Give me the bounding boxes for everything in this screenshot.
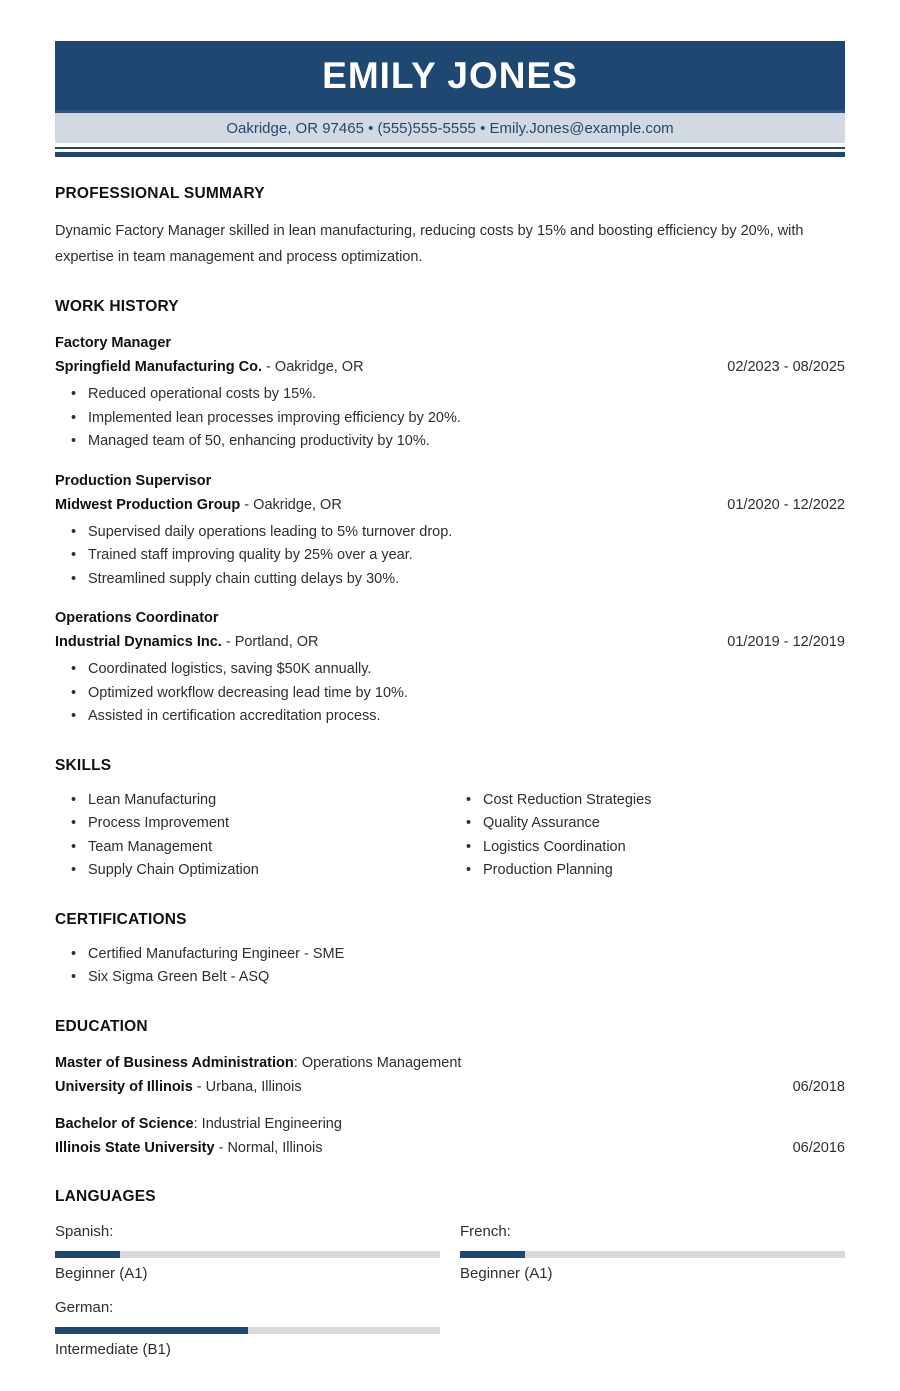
- education-school: Illinois State University - Normal, Illinois: [55, 1139, 323, 1156]
- job-company: Midwest Production Group - Oakridge, OR: [55, 496, 342, 513]
- language-level: Intermediate (B1): [55, 1340, 171, 1358]
- skill-item: • Team Management: [55, 836, 450, 860]
- skills-column-right: [450, 789, 845, 883]
- job-bullet: • Streamlined supply chain cutting delays by 30%.: [55, 568, 845, 592]
- certification-item: • Six Sigma Green Belt - ASQ: [55, 966, 845, 990]
- skill-item: • Lean Manufacturing: [55, 789, 450, 813]
- education-location: - Normal, Illinois: [214, 1139, 323, 1156]
- job-bullet: • Reduced operational costs by 15%.: [55, 383, 845, 407]
- job-location: - Oakridge, OR: [240, 496, 342, 513]
- language-entry: [55, 1222, 440, 1284]
- skills-columns: [55, 789, 845, 883]
- education-school-line: [55, 1075, 845, 1099]
- contact-bar: [55, 113, 845, 143]
- job-company-line: [55, 493, 845, 517]
- education-date: 06/2018: [792, 1078, 845, 1095]
- job-dates: 01/2020 - 12/2022: [727, 496, 845, 513]
- skill-item: • Cost Reduction Strategies: [450, 789, 845, 813]
- name-banner: [55, 41, 845, 113]
- skills-list: [450, 789, 845, 883]
- header-rule-thin: [55, 147, 845, 149]
- job-company: Springfield Manufacturing Co. - Oakridge, OR: [55, 359, 364, 375]
- summary-text: Dynamic Factory Manager skilled in lean manufacturing, reducing costs by 15% and boosting efficiency by 20%, with expertise in team management and process optimization.: [55, 223, 804, 265]
- job-bullet: • Managed team of 50, enhancing productivity by 10%.: [55, 430, 845, 454]
- education-location: - Urbana, Illinois: [192, 1078, 302, 1095]
- language-level: Beginner (A1): [460, 1264, 553, 1282]
- languages-grid: [55, 1222, 845, 1360]
- certifications-list: [55, 943, 845, 990]
- skills-list: [55, 789, 450, 883]
- person-name: EMILY JONES: [322, 54, 578, 96]
- education-school-line: [55, 1136, 845, 1160]
- education-degree-line: Bachelor of Science: Industrial Engineering: [55, 1115, 342, 1132]
- education-school: University of Illinois - Urbana, Illinois: [55, 1078, 302, 1095]
- language-progress-track: [55, 1327, 440, 1334]
- skills-column-left: [55, 789, 450, 883]
- job-dates: 01/2019 - 12/2019: [727, 634, 845, 650]
- job-bullet-list: [55, 658, 845, 729]
- job-entry: [55, 606, 845, 729]
- job-bullet-list: [55, 383, 845, 454]
- job-company-line: [55, 630, 845, 654]
- education-field: : Operations Management: [293, 1054, 462, 1071]
- education-date: 06/2016: [792, 1139, 845, 1156]
- language-progress-fill: [55, 1251, 120, 1258]
- skill-item: • Production Planning: [450, 859, 845, 883]
- language-progress-track: [460, 1251, 845, 1258]
- education-entry: [55, 1112, 845, 1160]
- skill-item: • Logistics Coordination: [450, 836, 845, 860]
- certification-item: • Certified Manufacturing Engineer - SME: [55, 943, 845, 967]
- job-entry: [55, 469, 845, 592]
- job-bullet-list: [55, 521, 845, 592]
- job-entry: [55, 331, 845, 454]
- job-bullet: • Coordinated logistics, saving $50K annually.: [55, 658, 845, 682]
- job-bullet: • Optimized workflow decreasing lead time by 10%.: [55, 682, 845, 706]
- language-name: Spanish:: [55, 1222, 114, 1240]
- resume-page: [0, 41, 900, 1360]
- skill-item: • Quality Assurance: [450, 812, 845, 836]
- section-heading-summary: PROFESSIONAL SUMMARY: [55, 185, 265, 202]
- language-name: French:: [460, 1222, 511, 1240]
- language-progress-fill: [55, 1327, 248, 1334]
- skill-item: • Supply Chain Optimization: [55, 859, 450, 883]
- header-rule-thick: [55, 152, 845, 157]
- language-level: Beginner (A1): [55, 1264, 148, 1282]
- education-degree-line: Master of Business Administration: Operations Management: [55, 1054, 462, 1071]
- education-field: : Industrial Engineering: [193, 1115, 342, 1132]
- job-bullet: • Supervised daily operations leading to 5% turnover drop.: [55, 521, 845, 545]
- job-company: Industrial Dynamics Inc. - Portland, OR: [55, 634, 319, 650]
- language-name: German:: [55, 1298, 114, 1316]
- section-heading-education: EDUCATION: [55, 1017, 148, 1035]
- job-location: - Portland, OR: [221, 634, 319, 650]
- job-title: Operations Coordinator: [55, 610, 219, 626]
- job-dates: 02/2023 - 08/2025: [727, 359, 845, 375]
- job-bullet: • Implemented lean processes improving efficiency by 20%.: [55, 407, 845, 431]
- section-heading-skills: SKILLS: [55, 756, 112, 774]
- job-title: Production Supervisor: [55, 472, 212, 489]
- language-entry: [55, 1298, 440, 1360]
- section-heading-languages: LANGUAGES: [55, 1187, 156, 1205]
- education-entry: [55, 1051, 845, 1099]
- job-location: - Oakridge, OR: [262, 359, 364, 375]
- job-bullet: • Trained staff improving quality by 25% over a year.: [55, 544, 845, 568]
- section-heading-certifications: CERTIFICATIONS: [55, 910, 187, 928]
- section-heading-work-history: WORK HISTORY: [55, 298, 179, 315]
- job-bullet: • Assisted in certification accreditation process.: [55, 705, 845, 729]
- job-title: Factory Manager: [55, 335, 172, 351]
- job-company-line: [55, 355, 845, 379]
- contact-info: Oakridge, OR 97465 • (555)555-5555 • Emily.Jones@example.com: [226, 119, 674, 137]
- language-progress-fill: [460, 1251, 525, 1258]
- language-progress-track: [55, 1251, 440, 1258]
- skill-item: • Process Improvement: [55, 812, 450, 836]
- language-entry: [460, 1222, 845, 1284]
